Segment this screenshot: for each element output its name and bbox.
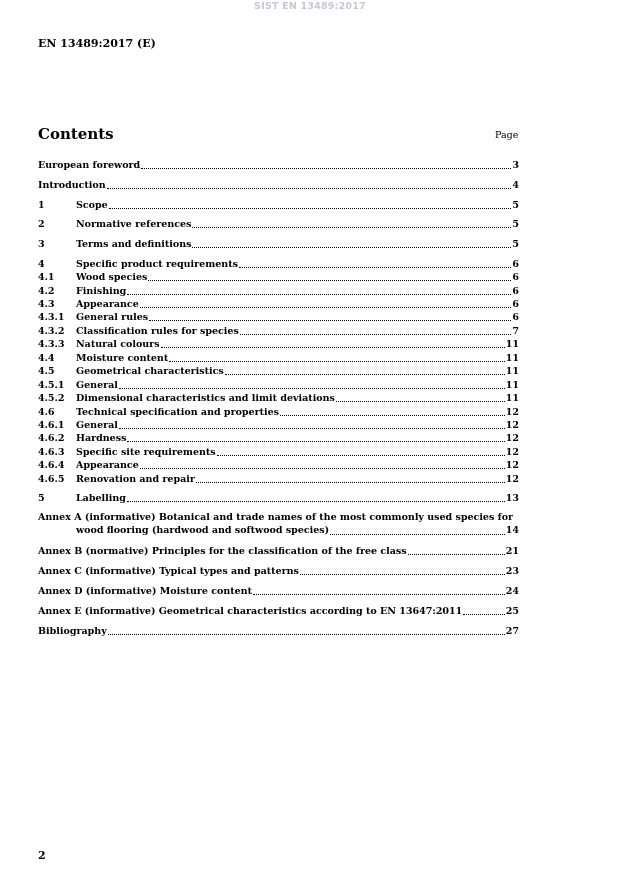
dot-leader: [119, 388, 505, 389]
toc-entry-page: 27: [505, 626, 519, 637]
dot-leader: [225, 374, 505, 375]
toc-entry-number: 4.3.1: [38, 312, 65, 323]
toc-annex-a[interactable]: [38, 511, 519, 537]
toc-entry-title: Annex E (informative) Geometrical characteristics according to EN 13647:2011: [38, 606, 463, 617]
dot-leader: [330, 534, 505, 535]
toc-entry-number: 1: [38, 200, 45, 211]
toc-entry-page: 12: [505, 407, 519, 418]
dot-leader: [408, 554, 505, 555]
toc-entry-page: 11: [505, 353, 519, 364]
toc-entry[interactable]: [38, 297, 519, 310]
dot-leader: [127, 441, 504, 442]
toc-entry-title-continued: wood flooring (hardwood and softwood species): [76, 525, 330, 536]
toc-entry-title: Introduction: [38, 180, 106, 191]
toc-entry[interactable]: [38, 431, 519, 444]
toc-entry-title: Annex A (informative) Botanical and trade names of the most commonly used species for: [38, 512, 514, 523]
toc-entry-title: Technical specification and properties: [76, 407, 279, 418]
contents-heading: Contents: [38, 125, 114, 143]
toc-entry-page: 14: [505, 525, 519, 536]
dot-leader: [108, 634, 505, 635]
dot-leader: [140, 307, 512, 308]
toc-entry-title: Renovation and repair: [76, 474, 195, 485]
toc-entry-number: 4.4: [38, 353, 55, 364]
toc-entry-number: 4.6.5: [38, 474, 65, 485]
toc-annex[interactable]: [38, 604, 519, 617]
toc-entry-title: Annex B (normative) Principles for the classification of the free class: [38, 546, 407, 557]
dot-leader: [148, 280, 511, 281]
toc-entry-page: 11: [505, 393, 519, 404]
toc-entry-page: 25: [505, 606, 519, 617]
toc-entry-page: 3: [512, 160, 519, 171]
toc-entry-number: 4.6.4: [38, 460, 65, 471]
toc-entry-title: Wood species: [76, 272, 148, 283]
toc-entry-page: 23: [505, 566, 519, 577]
toc-entry-page: 12: [505, 420, 519, 431]
toc-entry-number: 4.6: [38, 407, 55, 418]
toc-entry-number: 4.5.2: [38, 393, 65, 404]
toc-entry-title: Scope: [76, 200, 108, 211]
toc-annex[interactable]: [38, 564, 519, 577]
toc-entry-title: Annex C (informative) Typical types and patterns: [38, 566, 299, 577]
dot-leader: [336, 401, 505, 402]
dot-leader: [127, 294, 511, 295]
toc-entry[interactable]: [38, 178, 519, 191]
toc-entry-title: Geometrical characteristics: [76, 366, 224, 377]
toc-entry[interactable]: [38, 198, 519, 211]
toc-entry[interactable]: [38, 491, 519, 504]
dot-leader: [239, 267, 511, 268]
dot-leader: [217, 455, 505, 456]
toc-entry-title: Labelling: [76, 493, 126, 504]
dot-leader: [192, 227, 511, 228]
toc-entry[interactable]: [38, 324, 519, 337]
toc-entry[interactable]: [38, 458, 519, 471]
toc-entry-title: Dimensional characteristics and limit deviations: [76, 393, 335, 404]
dot-leader: [109, 208, 512, 209]
toc-entry-page: 5: [512, 200, 519, 211]
toc-entry[interactable]: [38, 310, 519, 323]
toc-entry-title: General rules: [76, 312, 149, 323]
toc-entry[interactable]: [38, 378, 519, 391]
toc-entry-number: 3: [38, 239, 45, 250]
toc-entry-number: 4.2: [38, 286, 55, 297]
toc-entry-title: Appearance: [76, 299, 139, 310]
toc-entry-page: 12: [505, 447, 519, 458]
toc-entry-page: 13: [505, 493, 519, 504]
toc-entry[interactable]: [38, 158, 519, 171]
toc-entry-title: Appearance: [76, 460, 139, 471]
dot-leader: [300, 574, 505, 575]
toc-entry[interactable]: [38, 351, 519, 364]
watermark: SIST EN 13489:2017: [254, 1, 366, 12]
toc-bibliography[interactable]: [38, 624, 519, 637]
toc-entry[interactable]: [38, 405, 519, 418]
toc-annex[interactable]: [38, 584, 519, 597]
toc-entry[interactable]: [38, 237, 519, 250]
toc-entry-page: 21: [505, 546, 519, 557]
dot-leader: [140, 468, 505, 469]
dot-leader: [240, 334, 512, 335]
toc-entry-number: 4.1: [38, 272, 55, 283]
toc-entry-number: 4: [38, 259, 45, 270]
toc-entry-page: 24: [505, 586, 519, 597]
toc-entry-page: 4: [512, 180, 519, 191]
toc-entry-number: 4.3.2: [38, 326, 65, 337]
toc-entry-page: 5: [512, 219, 519, 230]
toc-entry-page: 5: [512, 239, 519, 250]
toc-entry-number: 4.6.2: [38, 433, 65, 444]
toc-entry-page: 11: [505, 366, 519, 377]
dot-leader: [280, 415, 505, 416]
toc-entry-number: 2: [38, 219, 45, 230]
toc-entry-title: Normative references: [76, 219, 192, 230]
toc-entry-title: Natural colours: [76, 339, 160, 350]
dot-leader: [141, 168, 511, 169]
dot-leader: [463, 614, 504, 615]
toc-entry-title: Specific site requirements: [76, 447, 216, 458]
toc-entry-number: 4.5: [38, 366, 55, 377]
dot-leader: [119, 428, 505, 429]
toc-entry-title: Hardness: [76, 433, 127, 444]
toc-entry-page: 6: [512, 272, 519, 283]
dot-leader: [127, 501, 505, 502]
toc-entry[interactable]: [38, 337, 519, 350]
toc-entry-page: 6: [512, 259, 519, 270]
toc-entry-page: 7: [512, 326, 519, 337]
toc-entry-page: 6: [512, 286, 519, 297]
toc-entry-page: 12: [505, 474, 519, 485]
toc-entry-number: 5: [38, 493, 45, 504]
toc-entry-title: Classification rules for species: [76, 326, 239, 337]
toc-entry-title: General: [76, 420, 118, 431]
toc-entry[interactable]: [38, 270, 519, 283]
toc-entry-page: 11: [505, 339, 519, 350]
toc-entry-number: 4.3.3: [38, 339, 65, 350]
toc-entry-title: Terms and definitions: [76, 239, 192, 250]
dot-leader: [196, 482, 505, 483]
toc-entry-title: Specific product requirements: [76, 259, 238, 270]
page-column-label: Page: [495, 130, 519, 141]
dot-leader: [192, 247, 511, 248]
toc-entry-title: European foreword: [38, 160, 141, 171]
dot-leader: [107, 188, 512, 189]
toc-entry-number: 4.6.3: [38, 447, 65, 458]
toc-entry-page: 12: [505, 460, 519, 471]
toc-entry[interactable]: [38, 217, 519, 230]
toc-entry-title: General: [76, 380, 118, 391]
toc-entry-page: 11: [505, 380, 519, 391]
toc-entry-title: Bibliography: [38, 626, 107, 637]
toc-entry[interactable]: [38, 472, 519, 485]
page-number: 2: [38, 849, 46, 862]
toc-entry-number: 4.3: [38, 299, 55, 310]
toc-entry[interactable]: [38, 364, 519, 377]
toc-entry-number: 4.5.1: [38, 380, 65, 391]
toc-entry[interactable]: [38, 445, 519, 458]
toc-annex[interactable]: [38, 544, 519, 557]
dot-leader: [169, 361, 505, 362]
document-id: EN 13489:2017 (E): [38, 37, 156, 50]
toc-entry-page: 6: [512, 299, 519, 310]
dot-leader: [253, 594, 505, 595]
toc-entry-page: 6: [512, 312, 519, 323]
toc-entry-number: 4.6.1: [38, 420, 65, 431]
toc-entry-title: Annex D (informative) Moisture content: [38, 586, 252, 597]
dot-leader: [149, 320, 511, 321]
toc-entry[interactable]: [38, 257, 519, 270]
toc-entry[interactable]: [38, 391, 519, 404]
dot-leader: [161, 347, 505, 348]
toc-entry[interactable]: [38, 284, 519, 297]
toc-entry[interactable]: [38, 418, 519, 431]
toc-entry-page: 12: [505, 433, 519, 444]
toc-entry-title: Finishing: [76, 286, 127, 297]
toc-entry-title: Moisture content: [76, 353, 169, 364]
